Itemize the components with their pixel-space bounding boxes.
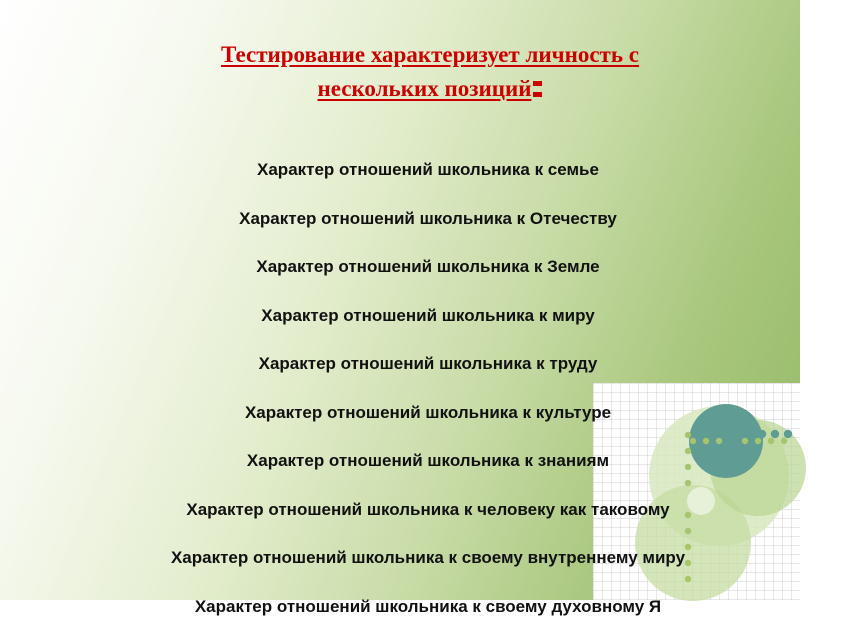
list-item: Характер отношений школьника к миру <box>0 292 856 341</box>
list-item: Характер отношений школьника к знаниям <box>0 437 856 486</box>
list-item: Характер отношений школьника к своему духовному Я <box>0 583 856 631</box>
list-item: Характер отношений школьника к семье <box>0 146 856 195</box>
list-item: Характер отношений школьника к человеку как таковому <box>0 486 856 535</box>
colon-mark-icon <box>533 81 542 97</box>
slide-title <box>120 38 740 106</box>
title-line-2: нескольких позиций <box>318 76 532 101</box>
relations-list <box>0 146 856 631</box>
list-item: Характер отношений школьника к труду <box>0 340 856 389</box>
title-line-1: Тестирование характеризует личность с <box>221 42 639 67</box>
list-item: Характер отношений школьника к своему внутреннему миру <box>0 534 856 583</box>
list-item: Характер отношений школьника к культуре <box>0 389 856 438</box>
list-item: Характер отношений школьника к Отечеству <box>0 195 856 244</box>
list-item: Характер отношений школьника к Земле <box>0 243 856 292</box>
